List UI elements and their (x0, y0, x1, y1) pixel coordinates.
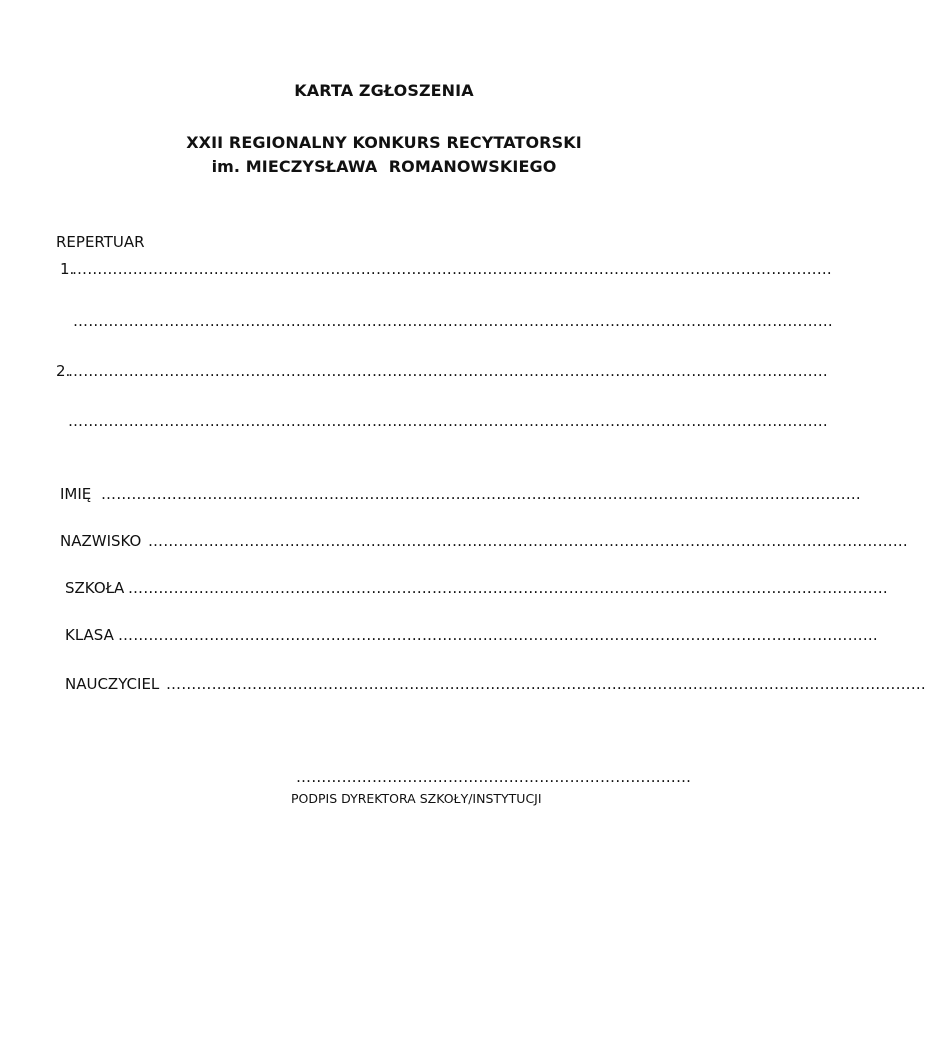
surname-label: NAZWISKO (60, 532, 142, 550)
teacher-field[interactable]: …………………………………………………………………………………………………………………………………… (166, 675, 926, 693)
school-label: SZKOŁA (65, 579, 125, 597)
contest-title: XXII REGIONALNY KONKURS RECYTATORSKI (186, 133, 582, 152)
contest-patron: im. MIECZYSŁAWA ROMANOWSKIEGO (211, 157, 557, 176)
name-field[interactable]: …………………………………………………………………………………………………………………………………… (101, 485, 861, 503)
repertoire-item-1-line-1[interactable]: …………………………………………………………………………………………………………………………………… (72, 260, 832, 278)
class-label: KLASA (65, 626, 114, 644)
teacher-label: NAUCZYCIEL (65, 675, 160, 693)
signature-label: PODPIS DYREKTORA SZKOŁY/INSTYTUCJI (291, 791, 542, 806)
form-title: KARTA ZGŁOSZENIA (294, 81, 474, 100)
repertoire-item-2-number: 2. (56, 362, 71, 380)
school-field[interactable]: …………………………………………………………………………………………………………………………………… (128, 579, 888, 597)
repertoire-item-1-number: 1. (60, 260, 75, 278)
repertoire-item-1-line-2[interactable]: …………………………………………………………………………………………………………………………………… (73, 312, 833, 330)
repertoire-item-2-line-1[interactable]: …………………………………………………………………………………………………………………………………… (68, 362, 828, 380)
name-label: IMIĘ (60, 485, 97, 503)
surname-field[interactable]: …………………………………………………………………………………………………………………………………… (148, 532, 908, 550)
repertoire-heading: REPERTUAR (56, 233, 145, 251)
signature-line[interactable]: …………………………………………………………………… (296, 768, 692, 786)
class-field[interactable]: …………………………………………………………………………………………………………………………………… (118, 626, 878, 644)
repertoire-item-2-line-2[interactable]: …………………………………………………………………………………………………………………………………… (68, 412, 828, 430)
